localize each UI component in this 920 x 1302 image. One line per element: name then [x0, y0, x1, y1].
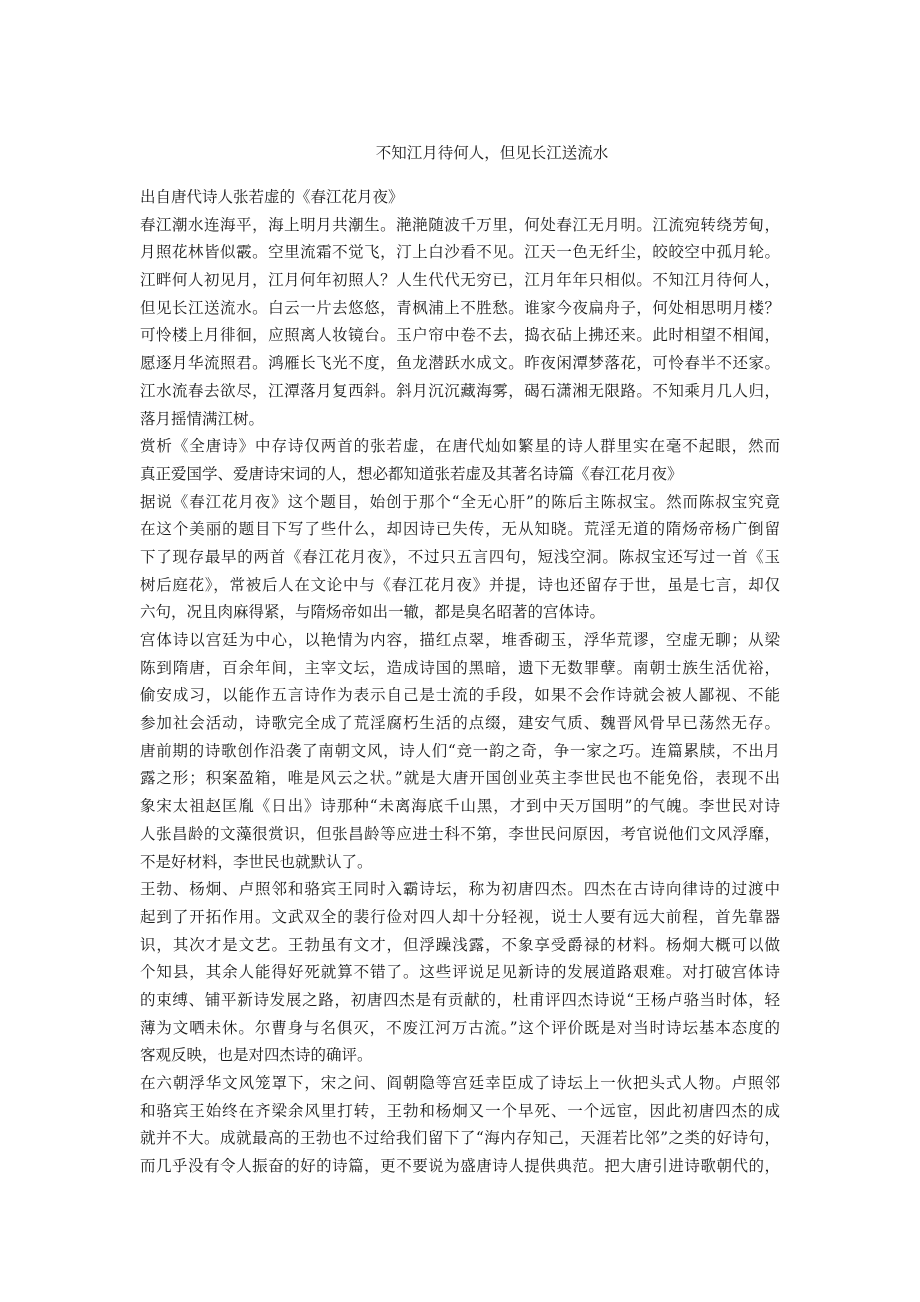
text-line: 落月摇情满江树。 [140, 409, 265, 428]
text-line: 识，其次才是文艺。王勃虽有文才，但浮躁浅露，不象享受爵禄的材料。杨炯大概可以做 [140, 935, 780, 954]
text-line: 唐前期的诗歌创作沿袭了南朝文风，诗人们“竞一韵之奇，争一家之巧。连篇累牍，不出月 [140, 741, 780, 760]
text-line: 个知县，其余人能得好死就算不错了。这些评说足见新诗的发展道路艰难。对打破宫体诗 [140, 963, 780, 982]
text-line: 江水流春去欲尽，江潭落月复西斜。斜月沉沉藏海雾，碣石潇湘无限路。不知乘月几人归， [140, 381, 780, 400]
text-line: 象宋太祖赵匡胤《日出》诗那种“未离海底千山黑，才到中天万国明”的气魄。李世民对诗 [140, 797, 780, 816]
text-line: 就并不大。成就最高的王勃也不过给我们留下了“海内存知己，天涯若比邻”之类的好诗句， [140, 1129, 780, 1148]
text-line: 人张昌龄的文藻很赏识，但张昌龄等应进士科不第，李世民问原因，考官说他们文风浮靡， [140, 824, 780, 843]
text-line: 据说《春江花月夜》这个题目，始创于那个“全无心肝”的陈后主陈叔宝。然而陈叔宝究竟 [140, 492, 780, 511]
text-line: 月照花林皆似霰。空里流霜不觉飞，汀上白沙看不见。江天一色无纤尘，皎皎空中孤月轮。 [140, 243, 780, 262]
text-line: 而几乎没有令人振奋的好的诗篇，更不要说为盛唐诗人提供典范。把大唐引进诗歌朝代的， [140, 1157, 780, 1176]
document-title [0, 143, 920, 163]
text-line: 真正爱国学、爱唐诗宋词的人，想必都知道张若虚及其著名诗篇《春江花月夜》 [140, 464, 683, 483]
text-line: 参加社会活动，诗歌完全成了荒淫腐朽生活的点缀，建安气质、魏晋风骨早已荡然无存。 [140, 714, 780, 733]
text-line: 出自唐代诗人张若虚的《春江花月夜》 [140, 188, 404, 206]
text-line: 偷安成习，以能作五言诗作为表示自己是士流的手段，如果不会作诗就会被人鄙视、不能 [140, 686, 780, 705]
text-line: 陈到隋唐，百余年间，主宰文坛，造成诗国的黑暗，遗下无数罪孽。南朝士族生活优裕， [140, 658, 780, 677]
text-line: 的束缚、铺平新诗发展之路，初唐四杰是有贡献的，杜甫评四杰诗说“王杨卢骆当时体，轻 [140, 990, 780, 1009]
text-line: 但见长江送流水。白云一片去悠悠，青枫浦上不胜愁。谁家今夜扁舟子，何处相思明月楼？ [140, 298, 780, 317]
text-line: 赏析《全唐诗》中存诗仅两首的张若虚，在唐代灿如繁星的诗人群里实在毫不起眼，然而 [140, 437, 780, 456]
text-line: 在这个美丽的题目下写了些什么，却因诗已失传，无从知晓。荒淫无道的隋炀帝杨广倒留 [140, 520, 780, 539]
text-line: 王勃、杨炯、卢照邻和骆宾王同时入霸诗坛，称为初唐四杰。四杰在古诗向律诗的过渡中 [140, 880, 780, 899]
document-title-text: 不知江月待何人，但见长江送流水 [375, 144, 609, 162]
text-line: 和骆宾王始终在齐梁余风里打转，王勃和杨炯又一个早死、一个远宦，因此初唐四杰的成 [140, 1101, 780, 1120]
document-body [140, 184, 780, 1181]
text-line: 薄为文哂未休。尔曹身与名俱灭，不废江河万古流。”这个评价既是对当时诗坛基本态度的 [140, 1018, 780, 1037]
text-line: 起到了开拓作用。文武双全的裴行俭对四人却十分轻视，说士人要有远大前程，首先靠器 [140, 907, 780, 926]
text-line: 不是好材料，李世民也就默认了。 [140, 852, 373, 871]
text-line: 宫体诗以宫廷为中心，以艳情为内容，描红点翠，堆香砌玉，浮华荒谬，空虚无聊；从梁 [140, 631, 780, 649]
text-line: 春江潮水连海平，海上明月共潮生。滟滟随波千万里，何处春江无月明。江流宛转绕芳甸， [140, 215, 780, 234]
text-line: 在六朝浮华文风笼罩下，宋之问、阎朝隐等宫廷幸臣成了诗坛上一伙把头式人物。卢照邻 [140, 1074, 780, 1092]
text-line: 六句，况且肉麻得紧，与隋炀帝如出一辙，都是臭名昭著的宫体诗。 [140, 603, 606, 622]
text-line: 江畔何人初见月，江月何年初照人？人生代代无穷已，江月年年只相似。不知江月待何人， [140, 271, 780, 290]
text-line: 可怜楼上月徘徊，应照离人妆镜台。玉户帘中卷不去，捣衣砧上拂还来。此时相望不相闻， [140, 326, 780, 345]
text-line: 树后庭花》，常被后人在文论中与《春江花月夜》并提，诗也还留存于世，虽是七言，却仅 [140, 575, 780, 594]
text-line: 愿逐月华流照君。鸿雁长飞光不度，鱼龙潜跃水成文。昨夜闲潭梦落花，可怜春半不还家。 [140, 354, 780, 373]
text-line: 客观反映，也是对四杰诗的确评。 [140, 1046, 373, 1065]
text-line: 露之形；积案盈箱，唯是风云之状。”就是大唐开国创业英主李世民也不能免俗，表现不出 [140, 769, 780, 788]
text-line: 下了现存最早的两首《春江花月夜》，不过只五言四句，短浅空洞。陈叔宝还写过一首《玉 [140, 547, 780, 566]
